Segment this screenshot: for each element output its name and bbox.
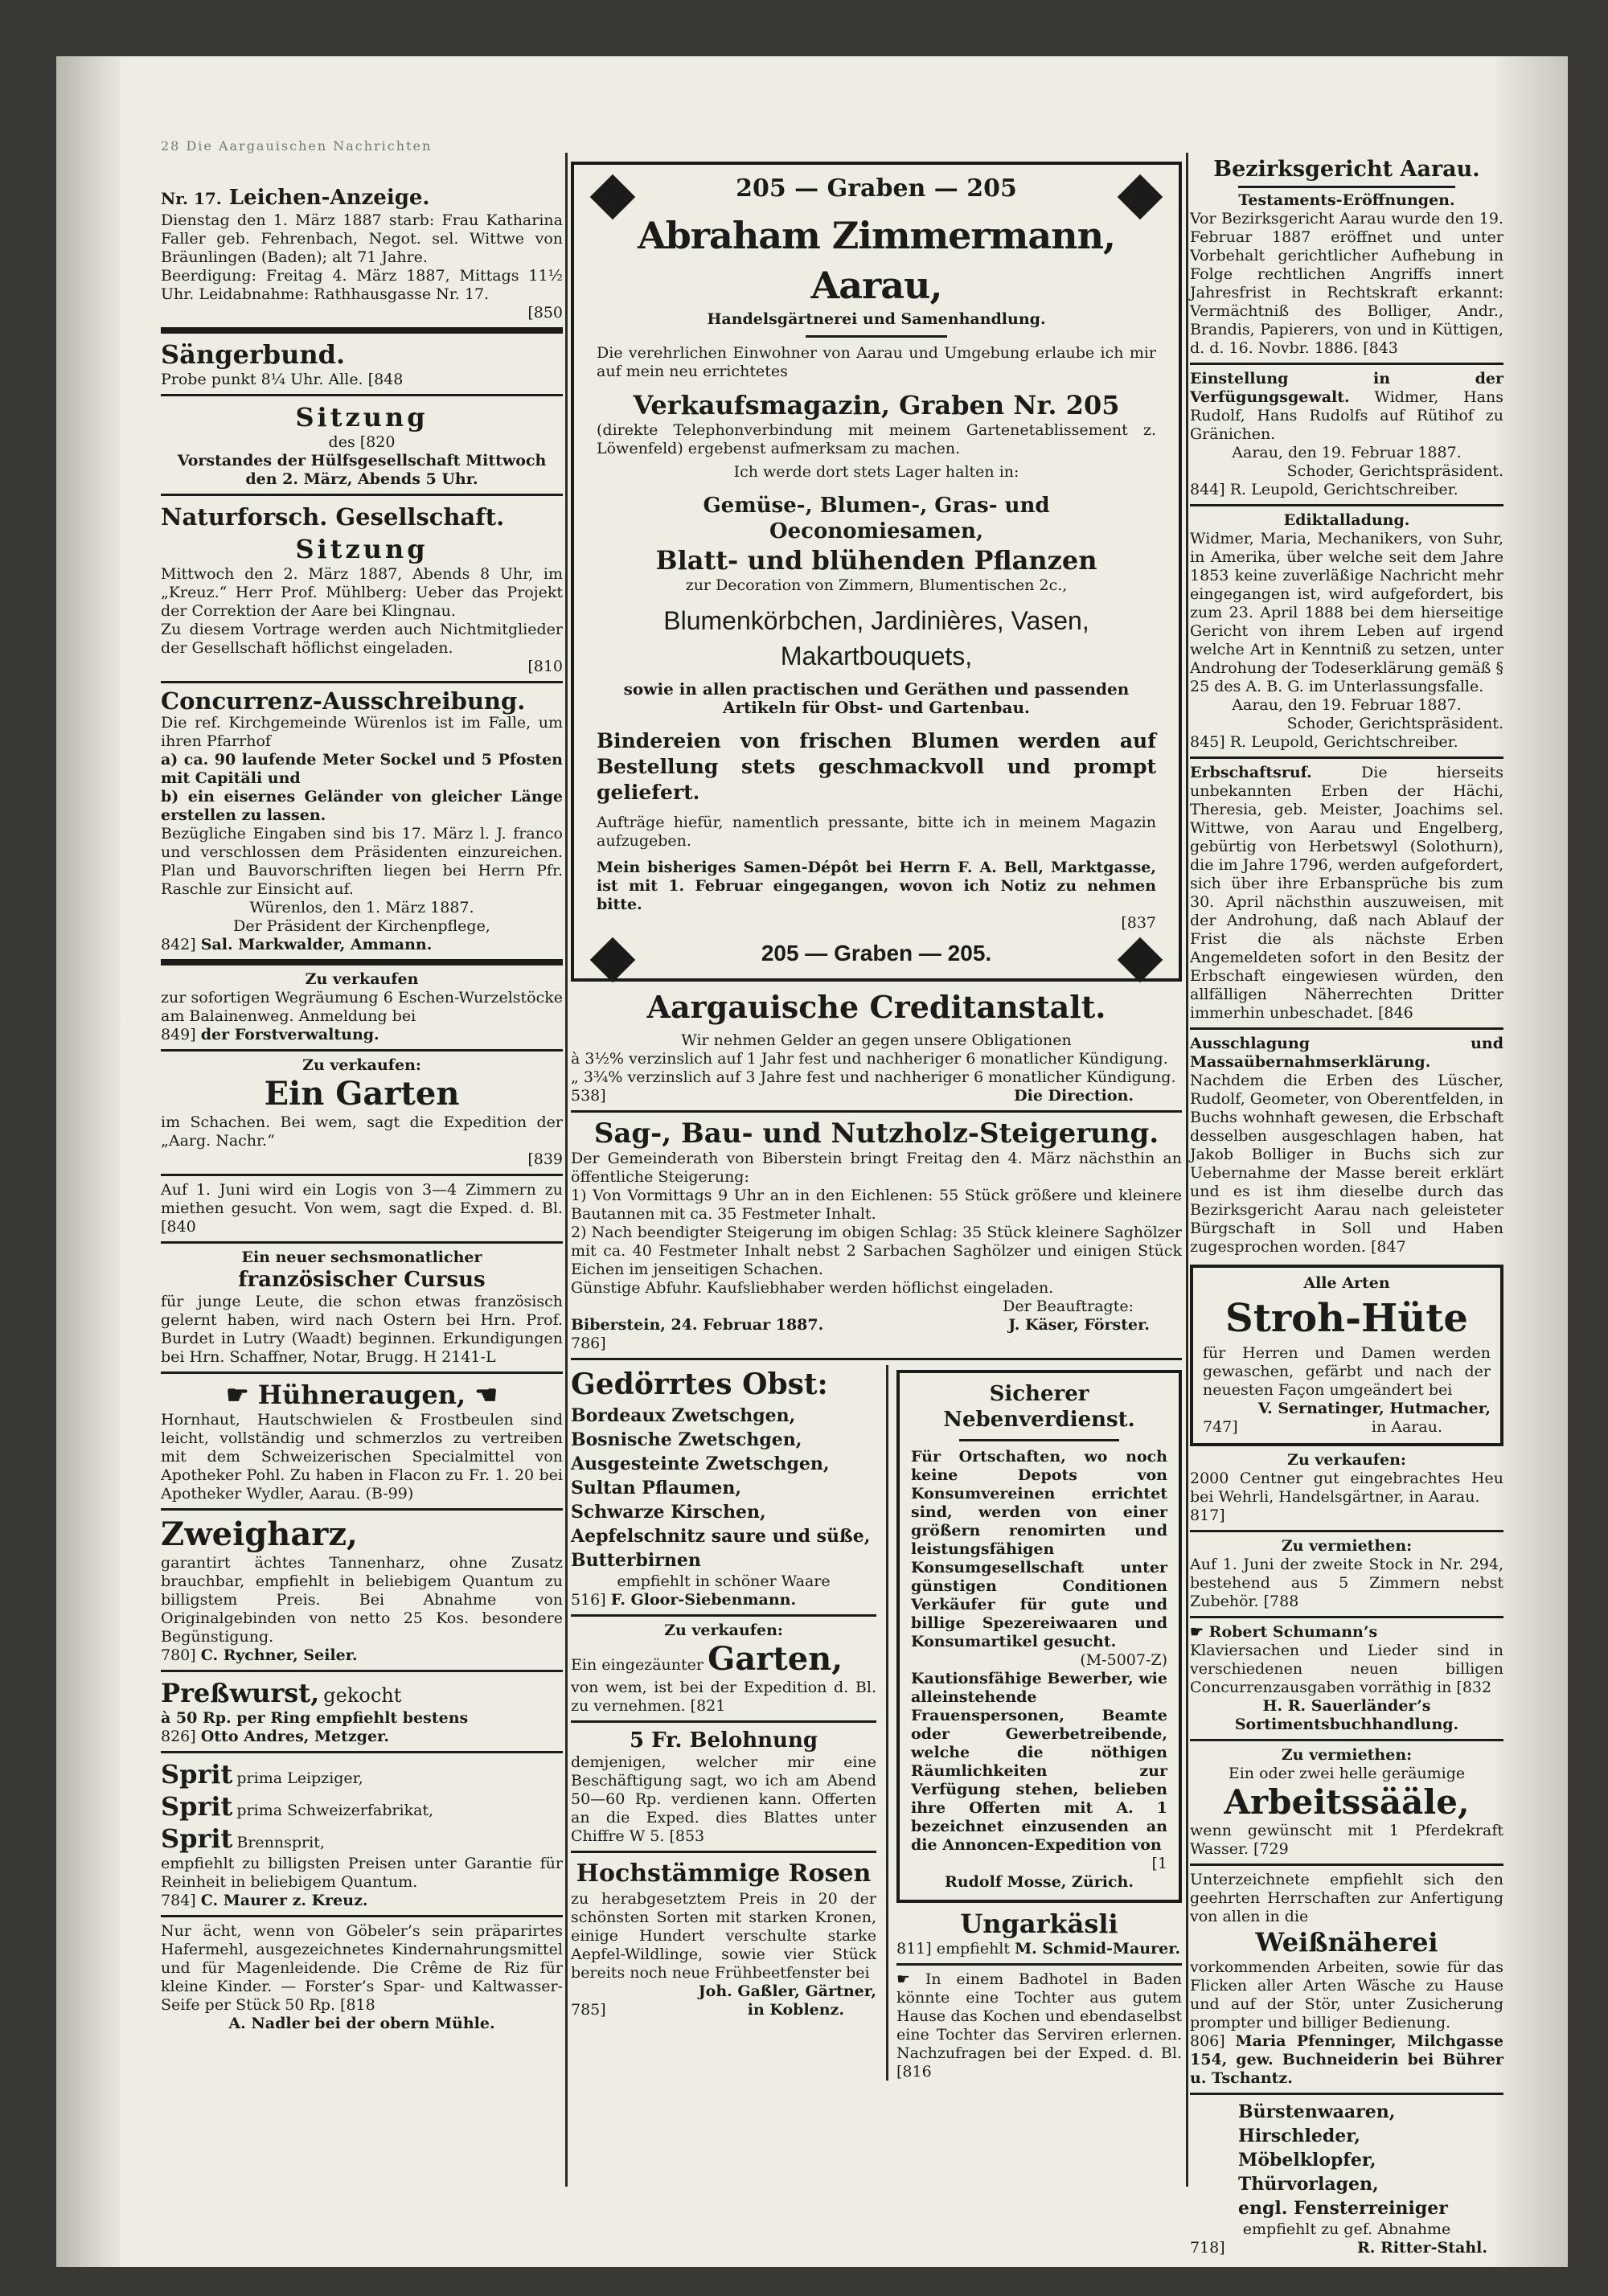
zim-l1: Gemüse-, Blumen-, Gras- und Oeconomiesamen,	[703, 494, 1050, 543]
zweig-ref: 780]	[161, 1646, 196, 1664]
bottom-right	[896, 1365, 1182, 2081]
arb-ref: [729	[1253, 1840, 1289, 1858]
rule	[161, 1049, 563, 1052]
hochstaemmige-rosen	[571, 1858, 876, 2019]
cursus	[161, 1248, 563, 1367]
zim-l4: Blumenkörbchen, Jardinières, Vasen,	[663, 606, 1089, 635]
column-rule-1	[565, 153, 568, 2187]
concurrenz-ref: 842]	[161, 936, 196, 953]
stroh-sign2: in Aarau.	[1371, 1418, 1442, 1436]
erb-ref: [846	[1378, 1004, 1413, 1022]
page-left-edge	[56, 56, 121, 2267]
zim-l6: sowie in allen practischen und Geräthen und passenden Artikeln für Obst- und Gartenbau.	[623, 679, 1130, 717]
obst-item-6: Butterbirnen	[571, 1550, 701, 1571]
zim-auftr: Aufträge hiefür, namentlich pressante, bitte ich in meinem Magazin aufzugeben.	[597, 814, 1156, 850]
sprit-l3: Brennsprit,	[236, 1834, 325, 1851]
sprit	[161, 1758, 563, 1910]
holz-date: Biberstein, 24. Februar 1887.	[571, 1316, 824, 1334]
rule	[1190, 504, 1503, 506]
pointing-hand-icon: ☛	[896, 1970, 925, 1988]
zim-title: Abraham Zimmermann, Aarau,	[637, 214, 1116, 307]
rule	[161, 394, 563, 396]
belohnung	[571, 1728, 876, 1846]
obst-item-1: Bosnische Zwetschgen,	[571, 1429, 802, 1450]
saenger-ref: [848	[367, 371, 404, 388]
holz-p1: 1) Von Vormittags 9 Uhr an in den Eichlenen: 55 Stück größere und kleinere Bautannen mit ca. 35 Festmeter Inhalt.	[571, 1187, 1182, 1223]
schum-text: Klaviersachen und Lieder sind in verschiedenen neuen billigen Concurrenzausgaben vorräthig in	[1190, 1642, 1503, 1696]
concurrenz-sign2: Der Präsident der Kirchenpflege,	[233, 917, 490, 935]
bez-text: Vor Bezirksgericht Aarau wurde den 19. Februar 1887 eröffnet und unter Vorbehalt gerichtlicher Aufhebung in Folge rechtlichen Angriffs innert Jahresfrist in Rechtskraft erkannt: Vermächtniß des Bolliger, Andr., Brandis, Papierers, von und in Küttigen, d. d. 16. Novbr. 1886.	[1190, 210, 1503, 357]
rule	[571, 1358, 1182, 1360]
rule	[1190, 756, 1503, 759]
bez-title: Bezirksgericht Aarau.	[1213, 157, 1480, 182]
weiss-text: vorkommenden Arbeiten, sowie für das Flicken aller Arten Wäsche zu Hause und auf der Stör, unter Zusicherung prompter und billiger Bedienung.	[1190, 1958, 1503, 2032]
rule	[161, 327, 563, 334]
neben-text: Für Ortschaften, wo noch keine Depots von Konsumvereinen errichtet sind, werden von einer größern renomirten und leistungsfähigen Konsumgesellschaft unter günstigen Conditionen Verkäufer für gute und billige Spezereiwaaren und Konsumartikel gesucht.	[911, 1448, 1167, 1650]
neben-text2: Kautionsfähige Bewerber, wie alleinstehende Frauenspersonen, Beamte oder Gewerbetreibende, welche die nöthigen Räumlichkeiten zur Verfügung stehen, belieben ihre Offerten mit A. 1 bezeichnet einzusenden an die Annoncen-Expedition von	[911, 1670, 1167, 1854]
garten-ref: [839	[527, 1150, 563, 1168]
credit-ref: 538]	[571, 1087, 606, 1105]
concurrenz-a: a) ca. 90 laufende Meter Sockel und 5 Pfosten mit Capitäli und	[161, 751, 563, 787]
holz-steigerung	[571, 1117, 1182, 1353]
arb-title: Zu vermiethen:	[1281, 1746, 1413, 1764]
running-head: 28 Die Aargauischen Nachrichten	[161, 138, 433, 154]
obst-text: empfiehlt in schöner Waare	[617, 1572, 831, 1590]
rule	[1190, 2093, 1503, 2095]
concurrenz-text: Die ref. Kirchgemeinde Würenlos ist im Falle, um ihren Pfarrhof	[161, 714, 563, 750]
garten-title: Zu verkaufen:	[302, 1056, 421, 1074]
edikt-s2: R. Leupold, Gerichtschreiber.	[1229, 733, 1458, 751]
ungar-ref: 811]	[896, 1940, 932, 1958]
sitzung1-title: Sitzung	[295, 402, 429, 433]
gedoerrtes-obst	[571, 1365, 876, 1609]
credit-text: Wir nehmen Gelder an gegen unsere Obligationen	[681, 1031, 1072, 1049]
zim-intro: Die verehrlichen Einwohner von Aarau und Umgebung erlaube ich mir auf mein neu errichtetes	[597, 344, 1156, 380]
einst-s1: Schoder, Gerichtspräsident.	[1286, 462, 1503, 480]
zim-l5: Makartbouquets,	[780, 642, 973, 670]
rule	[1190, 1739, 1503, 1741]
rosen-text: zu herabgesetztem Preis in 20 der schönsten Sorten mit starken Kronen, einige Hundert verschulte starke Aepfel-Wildlinge, sowie vier Stück bereits noch neue Frühbeetfenster bei	[571, 1890, 876, 1982]
obst-title: Gedörrtes Obst:	[571, 1367, 828, 1401]
garten-big: Ein Garten	[264, 1075, 460, 1113]
column-rule-2	[1186, 153, 1188, 2187]
verkauf1-sign: der Forstverwaltung.	[200, 1026, 379, 1043]
hafer-ref: [818	[340, 1996, 375, 2014]
concurrenz-text2: Bezügliche Eingaben sind bis 17. März l. J. franco und verschlossen dem Präsidenten einzureichen. Plan und Bauvorschriften liegen bei Herrn Pfr. Raschle zur Einsicht auf.	[161, 825, 563, 898]
rule	[1190, 1027, 1503, 1030]
sprit-word-2: Sprit	[161, 1791, 233, 1822]
stroh-sign1: V. Sernatinger, Hutmacher,	[1257, 1400, 1491, 1417]
zweig-text: garantirt ächtes Tannenharz, ohne Zusatz brauchbar, empfiehlt in beliebigem Quantum zu billigstem Preis. Bei Abnahme von Originalgebinden von netto 25 Kos. besondere Begünstigung.	[161, 1554, 563, 1646]
diamond-ornament-icon	[1118, 937, 1163, 983]
zim-num: 205 — Graben — 205	[736, 174, 1017, 203]
logis-text: Auf 1. Juni wird ein Logis von 3—4 Zimmern zu miethen gesucht. Von wem, sagt die Exped. d. Bl.	[161, 1181, 563, 1217]
heu-ref: 817]	[1190, 1507, 1225, 1524]
inner-rule	[886, 1365, 888, 2081]
pointing-hand-left-icon: ☚	[466, 1380, 498, 1410]
verkauf-eschen	[161, 970, 563, 1044]
column-left	[161, 185, 563, 2033]
garten2-verkauf	[571, 1622, 876, 1716]
edikt-ref: 845]	[1190, 733, 1225, 751]
zim-mag: Verkaufsmagazin, Graben Nr. 205	[633, 390, 1120, 420]
rule	[571, 1851, 876, 1853]
credit-title: Aargauische Creditanstalt.	[646, 989, 1106, 1025]
garten2-big: Garten,	[708, 1640, 843, 1678]
leichen-nr: Nr. 17.	[161, 189, 222, 208]
einst-title: Einstellung in der Verfügungsgewalt.	[1190, 370, 1503, 406]
arb-pre: Ein oder zwei helle geräumige	[1228, 1765, 1466, 1782]
neben-ref: [1	[1151, 1855, 1167, 1872]
buerst-item-0: Bürstenwaaren,	[1238, 2101, 1396, 2122]
buerst-item-2: Möbelklopfer,	[1238, 2150, 1376, 2171]
press-sign: Otto Andres, Metzger.	[200, 1728, 389, 1745]
obst-item-2: Ausgesteinte Zwetschgen,	[571, 1453, 830, 1474]
neben-sign: Rudolf Mosse, Zürich.	[945, 1873, 1134, 1891]
weiss-big: Weißnäherei	[1255, 1927, 1438, 1958]
erbschaftsruf	[1190, 764, 1503, 1023]
press-title: Preßwurst,	[161, 1678, 320, 1708]
zimmermann-ad	[571, 162, 1182, 982]
rule	[161, 1174, 563, 1176]
saenger-title: Sängerbund.	[161, 339, 346, 370]
holz-title: Sag-, Bau- und Nutzholz-Steigerung.	[593, 1117, 1159, 1150]
zim-bottom: 205 — Graben — 205.	[761, 941, 992, 966]
rule	[571, 1110, 1182, 1113]
obst-item-4: Schwarze Kirschen,	[571, 1502, 766, 1523]
ungar-sign: M. Schmid-Maurer.	[1015, 1940, 1181, 1958]
diamond-ornament-icon	[590, 937, 636, 983]
natur-title: Naturforsch. Gesellschaft.	[161, 503, 505, 531]
zim-l3: zur Decoration von Zimmern, Blumentischen 2c.,	[685, 576, 1068, 594]
obst-item-5: Aepfelschnitz saure und süße,	[571, 1526, 871, 1547]
rosen-ref: 785]	[571, 2001, 606, 2019]
buerst-item-1: Hirschleder,	[1238, 2126, 1360, 2146]
sitzung1-body: Vorstandes der Hülfsgesellschaft Mittwoch den 2. März, Abends 5 Uhr.	[177, 452, 547, 488]
bez-ref: [843	[1363, 339, 1398, 357]
rule	[1190, 363, 1503, 365]
huehneraugen	[161, 1379, 563, 1503]
column-middle	[571, 157, 1182, 2089]
bottom-left	[571, 1365, 876, 2019]
bottom-split	[571, 1365, 1182, 2089]
rule	[1190, 1863, 1503, 1866]
presswurst	[161, 1677, 563, 1746]
schum-ref: [832	[1456, 1679, 1492, 1696]
credit-r2: „ 3¾% verzinslich auf 3 Jahre fest und nachheriger 6 monatlicher Kündigung.	[571, 1068, 1176, 1086]
vermiethen-stock	[1190, 1537, 1503, 1611]
zweigharz	[161, 1515, 563, 1665]
buerst-sign: R. Ritter-Stahl.	[1356, 2239, 1487, 2257]
heu-verkauf	[1190, 1451, 1503, 1525]
sitzung1-sub: des	[328, 433, 355, 451]
einst-ref: 844]	[1190, 481, 1225, 498]
stroh-ref: 747]	[1203, 1418, 1238, 1436]
rule	[161, 1915, 563, 1917]
obst-sign: F. Gloor-Siebenmann.	[610, 1591, 797, 1609]
page-right-edge	[1495, 56, 1568, 2267]
sprit-l2: prima Schweizerfabrikat,	[236, 1802, 434, 1819]
arb-big: Arbeitssääle,	[1224, 1782, 1470, 1822]
leichen-anzeige	[161, 185, 563, 322]
weiss-ref: 806]	[1190, 2032, 1225, 2050]
concurrenz-title: Concurrenz-Ausschreibung.	[161, 687, 526, 715]
credit-sign: Die Direction.	[1014, 1087, 1134, 1105]
verm1-title: Zu vermiethen:	[1281, 1537, 1413, 1555]
holz-p3: Günstige Abfuhr. Kaufsliebhaber werden höflichst eingeladen.	[571, 1279, 1054, 1297]
sprit-text: empfiehlt zu billigsten Preisen unter Garantie für Reinheit in beliebigem Quantum.	[161, 1855, 563, 1891]
column-right	[1190, 157, 1503, 2257]
holz-sign1: Der Beauftragte:	[1003, 1298, 1134, 1315]
erb-title: Erbschaftsruf.	[1190, 764, 1312, 781]
ungar-text: empfiehlt	[936, 1940, 1011, 1958]
weissnaeherei	[1190, 1871, 1503, 2088]
cursus-ref: H 2141-L	[423, 1348, 496, 1366]
rule	[161, 1371, 563, 1374]
sprit-sign: C. Maurer z. Kreuz.	[200, 1892, 368, 1909]
aus-text: Nachdem die Erben des Lüscher, Rudolf, Geometer, von Oberentfelden, in Buchs wohnhaft gewesen, die Erbschaft desselben ausgeschlagen haben, hat Jakob Bolliger in Buchs sich zur Uebernahme der Masse bereit erklärt und es ist ihm dieselbe durch das Bezirksgericht Aarau nach geleisteter Bürgschaft in Soll und Haben zugesprochen worden.	[1190, 1072, 1503, 1256]
concurrenz	[161, 688, 563, 954]
bezirksgericht	[1190, 157, 1503, 358]
edikt-s1: Schoder, Gerichtspräsident.	[1286, 715, 1503, 732]
verkauf1-title: Zu verkaufen	[305, 970, 419, 988]
beloh-title: 5 Fr. Belohnung	[629, 1728, 818, 1753]
sitzung-vorstand	[161, 401, 563, 489]
rule	[959, 1439, 1119, 1441]
obst-item-3: Sultan Pflaumen,	[571, 1478, 742, 1499]
zim-lager: Ich werde dort stets Lager halten in:	[733, 463, 1019, 481]
huehner-title: Hühneraugen,	[257, 1380, 466, 1410]
rule	[806, 335, 947, 338]
rosen-sign1: Joh. Gaßler, Gärtner,	[698, 1982, 876, 2000]
naturforsch	[161, 501, 563, 676]
weiss-pre: Unterzeichnete empfiehlt sich den geehrten Herrschaften zur Anfertigung von allen in die	[1190, 1871, 1503, 1925]
rosen-sign2: in Koblenz.	[747, 2001, 844, 2019]
zim-sub: Handelsgärtnerei und Samenhandlung.	[707, 310, 1046, 328]
sitzung1-ref: [820	[359, 433, 396, 451]
rosen-title: Hochstämmige Rosen	[576, 1859, 872, 1888]
pointing-hand-icon: ☛	[225, 1380, 258, 1410]
ediktalladung	[1190, 511, 1503, 752]
press-title2: gekocht	[323, 1684, 402, 1707]
sprit-word-1: Sprit	[161, 1759, 233, 1790]
baden-text: In einem Badhotel in Baden könnte eine Tochter aus gutem Hause das Kochen und ebendaselbst eine Tochter das Serviren erlernen. Nachzufragen bei der Exped. d. Bl.	[896, 1970, 1182, 2062]
saenger-text: Probe punkt 8¼ Uhr. Alle.	[161, 371, 363, 388]
natur-text: Mittwoch den 2. März 1887, Abends 8 Uhr, im „Kreuz.“ Herr Prof. Mühlberg: Ueber das Projekt der Correktion der Aare bei Klingnau.	[161, 565, 563, 620]
creditanstalt	[571, 988, 1182, 1105]
obst-item-0: Bordeaux Zwetschgen,	[571, 1405, 796, 1426]
einst-date: Aarau, den 19. Februar 1887.	[1232, 444, 1462, 461]
concurrenz-b: b) ein eisernes Geländer von gleicher Länge erstellen zu lassen.	[161, 788, 563, 824]
sprit-ref: 784]	[161, 1892, 196, 1909]
einstellung	[1190, 370, 1503, 499]
schumann	[1190, 1623, 1503, 1734]
huehner-text: Hornhaut, Hautschwielen & Frostbeulen sind leicht, vollständig und schmerzlos zu vertreiben mit dem Schweizerischen Specialmittel von Apotheker Pohl. Zu haben in Flacon zu Fr. 1. 20 bei Apotheker Wydler, Aarau.	[161, 1411, 563, 1503]
neben-code: (M-5007-Z)	[1080, 1651, 1167, 1669]
hafer-sign: A. Nadler bei der obern Mühle.	[228, 2015, 495, 2032]
edikt-date: Aarau, den 19. Februar 1887.	[1232, 696, 1462, 714]
zim-binder: Bindereien von frischen Blumen werden auf Bestellung stets geschmackvoll und prompt geliefert.	[597, 729, 1156, 804]
garten2-pre: Ein eingezäunter	[571, 1656, 704, 1674]
neben-title1: Sicherer	[989, 1382, 1089, 1406]
aus-title: Ausschlagung und Massaübernahmserklärung.	[1190, 1035, 1503, 1071]
aus-ref: [847	[1371, 1238, 1406, 1256]
buerst-text: empfiehlt zu gef. Abnahme	[1242, 2220, 1451, 2238]
weiss-sign: Maria Pfenninger, Milchgasse 154, gew. Buchneiderin bei Bührer u. Tschantz.	[1190, 2032, 1503, 2087]
saengerbund	[161, 338, 563, 389]
natur-text2: Zu diesem Vortrage werden auch Nichtmitglieder der Gesellschaft höflichst eingeladen.	[161, 621, 563, 657]
rule	[161, 494, 563, 496]
zim-l2: Blatt- und blühenden Pflanzen	[655, 545, 1097, 576]
concurrenz-sign3: Sal. Markwalder, Ammann.	[200, 936, 433, 953]
garten2-text: von wem, ist bei der Expedition d. Bl. zu vernehmen.	[571, 1679, 876, 1715]
rule	[161, 1751, 563, 1753]
huehner-ref: (B-99)	[365, 1485, 414, 1503]
garten2-ref: [821	[690, 1697, 726, 1715]
bez-t1: Testaments-Eröffnungen.	[1238, 191, 1455, 209]
leichen-text: Dienstag den 1. März 1887 starb: Frau Katharina Faller geb. Fehrenbach, Negot. sel. Wittwe von Bräunlingen (Baden); alt 71 Jahre.	[161, 211, 563, 266]
rule	[161, 1670, 563, 1672]
logis	[161, 1181, 563, 1236]
strohhuete	[1190, 1265, 1503, 1446]
holz-text: Der Gemeinderath von Biberstein bringt Freitag den 4. März nächsthin an öffentliche Steigerung:	[571, 1150, 1182, 1186]
heu-text: 2000 Centner gut eingebrachtes Heu bei Wehrli, Handelsgärtner, in Aarau.	[1190, 1470, 1503, 1506]
einst-text: Widmer, Hans Rudolf, Hans Rudolfs auf Rütihof zu Gränichen.	[1190, 388, 1503, 443]
rule	[896, 1963, 1182, 1966]
buerst-ref: 718]	[1190, 2239, 1225, 2257]
neben-title2: Nebenverdienst.	[943, 1408, 1135, 1432]
rule	[571, 1614, 876, 1617]
badhotel	[896, 1970, 1182, 2081]
edikt-text: Widmer, Maria, Mechanikers, von Suhr, in Amerika, über welche seit dem Jahre 1853 keine zuverläßige Nachricht mehr eingegangen ist, wird aufgefordert, bis zum 23. April 1888 bei dem hierseitige Gericht von ihrem Leben auf irgend welche Art in Kenntniß zu setzen, unter Androhung der Todeserklärung gemäß § 25 des A. B. G. im Unterlassungsfalle.	[1190, 530, 1503, 695]
hafer-text: Nur ächt, wenn von Göbeler’s sein präparirtes Hafermehl, ausgezeichnetes Kindernahrungsmittel und für Magenleidende. Die Crême de Riz für kleine Kinder. — Forster’s Spar- und Kaltwasser-Seife per Stück 50 Rp.	[161, 1922, 563, 2014]
verm1-text: Auf 1. Juni der zweite Stock in Nr. 294, bestehend aus 5 Zimmern nebst Zubehör.	[1190, 1556, 1503, 1610]
ausschlagung	[1190, 1035, 1503, 1257]
logis-ref: [840	[161, 1218, 196, 1236]
obst-ref: 516]	[571, 1591, 606, 1609]
hafermehl	[161, 1922, 563, 2033]
stroh-text: für Herren und Damen werden gewaschen, gefärbt und nach der neuesten Façon umgeändert bei	[1203, 1344, 1491, 1399]
press-text: à 50 Rp. per Ring empfiehlt bestens	[161, 1709, 469, 1727]
zweig-sign: C. Rychner, Seiler.	[200, 1646, 358, 1664]
stroh-title: Stroh-Hüte	[1225, 1296, 1468, 1341]
beloh-ref: [853	[669, 1827, 705, 1845]
beloh-text: demjenigen, welcher mir eine Beschäftigung sagt, wo ich am Abend 50—60 Rp. verdienen kann. Offerten an die Exped. dies Blattes unter Chiffre W 5.	[571, 1753, 876, 1845]
verkauf1-ref: 849]	[161, 1026, 196, 1043]
verkauf1-text: zur sofortigen Wegräumung 6 Eschen-Wurzelstöcke am Balainenweg. Anmeldung bei	[161, 989, 563, 1025]
garten-text: im Schachen. Bei wem, sagt die Expedition der „Aarg. Nachr.“	[161, 1113, 563, 1150]
baden-ref: [816	[896, 2063, 932, 2081]
leichen-ref: [850	[527, 304, 563, 322]
rule	[161, 959, 563, 966]
zim-depot: Mein bisheriges Samen-Dépôt bei Herrn F. A. Bell, Marktgasse, ist mit 1. Februar eingegangen, wovon ich Notiz zu nehmen bitte.	[597, 859, 1156, 913]
holz-ref: 786]	[571, 1335, 606, 1352]
nebenverdienst	[896, 1370, 1182, 1903]
leichen-title: Leichen-Anzeige.	[228, 186, 430, 210]
garten-verkauf	[161, 1056, 563, 1169]
cursus-text: für junge Leute, die schon etwas französisch gelernt haben, wird nach Ostern bei Hrn. Prof. Burdet in Lutry (Waadt) beginnen. Erkundigungen bei Hrn. Schaffner, Notar, Brugg.	[161, 1293, 563, 1366]
cursus-big: französischer Cursus	[238, 1268, 486, 1292]
garten2-title: Zu verkaufen:	[664, 1622, 783, 1639]
holz-sign2: J. Käser, Förster.	[1008, 1316, 1150, 1334]
arbeitssaale	[1190, 1746, 1503, 1859]
arb-text: wenn gewünscht mit 1 Pferdekraft Wasser.	[1190, 1822, 1503, 1858]
concurrenz-sign1: Würenlos, den 1. März 1887.	[249, 899, 474, 916]
zweig-title: Zweigharz,	[161, 1515, 358, 1553]
stroh-t1: Alle Arten	[1303, 1274, 1390, 1292]
zim-magsub: (direkte Telephonverbindung mit meinem Gartenetablissement z. Löwenfeld) ergebenst aufmerksam zu machen.	[597, 421, 1156, 457]
holz-p2: 2) Nach beendigter Steigerung im obigen Schlag: 35 Stück kleinere Saghölzer mit ca. 40 Festmeter Inhalt nebst 2 Sarbachen Saghölzer und einigen Stück Eichen im jenseitigen Schachen.	[571, 1224, 1182, 1278]
buerst-item-4: engl. Fensterreiniger	[1238, 2198, 1448, 2219]
rule	[161, 1508, 563, 1511]
einst-s2: R. Leupold, Gerichtschreiber.	[1229, 481, 1458, 498]
edikt-title: Ediktalladung.	[1283, 511, 1410, 529]
ungar-title: Ungarkäsli	[960, 1909, 1118, 1939]
sprit-l1: prima Leipziger,	[236, 1769, 363, 1787]
ungarkaesli	[896, 1908, 1182, 1958]
cursus-title: Ein neuer sechsmonatlicher	[241, 1248, 482, 1266]
zim-ref: [837	[1121, 914, 1156, 932]
sprit-word-3: Sprit	[161, 1823, 233, 1854]
pointing-hand-icon: ☛	[1190, 1623, 1209, 1641]
leichen-burial: Beerdigung: Freitag 4. März 1887, Mittags 11½ Uhr. Leidabnahme: Rathhausgasse Nr. 17.	[161, 267, 563, 303]
schum-sign: H. R. Sauerländer’s Sortimentsbuchhandlung.	[1234, 1697, 1459, 1733]
rule	[1238, 186, 1455, 188]
rule	[161, 1241, 563, 1244]
press-ref: 826]	[161, 1728, 196, 1745]
rule	[161, 681, 563, 683]
rule	[1190, 1530, 1503, 1532]
rule	[571, 1720, 876, 1723]
buerst-item-3: Thürvorlagen,	[1238, 2174, 1379, 2195]
buerstenwaaren	[1190, 2100, 1503, 2220]
natur-ref: [810	[527, 658, 563, 675]
natur-sitzung: Sitzung	[295, 534, 429, 564]
heu-title: Zu verkaufen:	[1287, 1451, 1406, 1469]
schum-title: Robert Schumann’s	[1208, 1623, 1378, 1641]
erb-text: Die hierseits unbekannten Erben der Hächi, Theresia, geb. Meister, Joachims sel. Wittwe, von Aarau und Engelberg, gebürtig von Herbetswyl (Solothurn), die im Jahre 1796, werden aufgefordert, sich über ihre Erbansprüche bis zum 30. April nächsthin auszuweisen, mit der Androhung, daß nach Ablauf der Frist die als nächste Erben Angemeldeten sofort in den Besitz der Erbschaft eingewiesen würden, den allfälligen Näherrechten Dritter immerhin unbeschadet.	[1190, 764, 1503, 1022]
credit-r1: à 3½% verzinslich auf 1 Jahr fest und nachheriger 6 monatlicher Kündigung.	[571, 1050, 1168, 1068]
verm1-ref: [788	[1263, 1593, 1299, 1610]
rule	[1190, 1616, 1503, 1618]
